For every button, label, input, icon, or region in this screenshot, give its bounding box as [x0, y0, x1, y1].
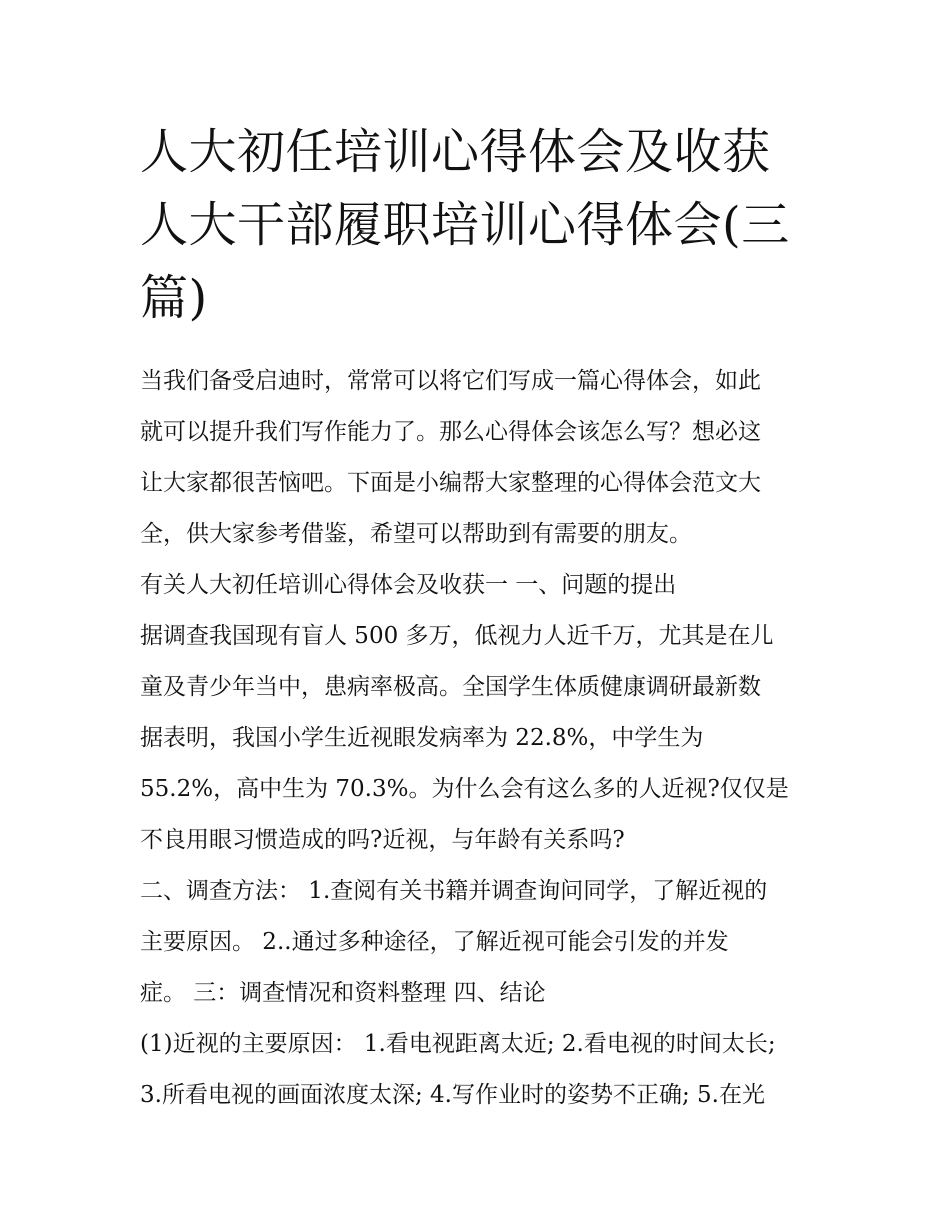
body-line: 童及青少年当中，患病率极高。全国学生体质健康调研最新数 [140, 674, 761, 700]
body-line: 二、调查方法： 1.查阅有关书籍并调查询问同学，了解近视的 [140, 878, 768, 904]
title-line: 人大干部履职培训心得体会(三 [140, 197, 790, 253]
body-line: 55.2%，高中生为 70.3%。为什么会有这么多的人近视?仅仅是 [140, 776, 789, 802]
body-line: 症。 三：调查情况和资料整理 四、结论 [140, 980, 546, 1006]
body-line: 据调查我国现有盲人 500 多万，低视力人近千万，尤其是在儿 [140, 623, 774, 649]
body-line: 据表明，我国小学生近视眼发病率为 22.8%，中学生为 [140, 725, 704, 751]
body-line: 就可以提升我们写作能力了。那么心得体会该怎么写？想必这 [140, 419, 761, 445]
title-line: 人大初任培训心得体会及收获 [140, 124, 771, 180]
body-line: 让大家都很苦恼吧。下面是小编帮大家整理的心得体会范文大 [140, 470, 761, 496]
document-title [140, 116, 830, 335]
body-line: (1)近视的主要原因： 1.看电视距离太近; 2.看电视的时间太长; [140, 1031, 776, 1057]
body-line: 主要原因。 2..通过多种途径，了解近视可能会引发的并发 [140, 929, 729, 955]
body-line: 不良用眼习惯造成的吗?近视，与年龄有关系吗? [140, 827, 625, 853]
title-line: 篇) [140, 270, 208, 326]
body-line: 全，供大家参考借鉴，希望可以帮助到有需要的朋友。 [140, 521, 692, 547]
body-line: 有关人大初任培训心得体会及收获一 一、问题的提出 [140, 572, 677, 598]
body-line: 3.所看电视的画面浓度太深; 4.写作业时的姿势不正确; 5.在光 [140, 1082, 765, 1108]
body-line: 当我们备受启迪时，常常可以将它们写成一篇心得体会，如此 [140, 368, 761, 394]
document-body [140, 356, 830, 1121]
